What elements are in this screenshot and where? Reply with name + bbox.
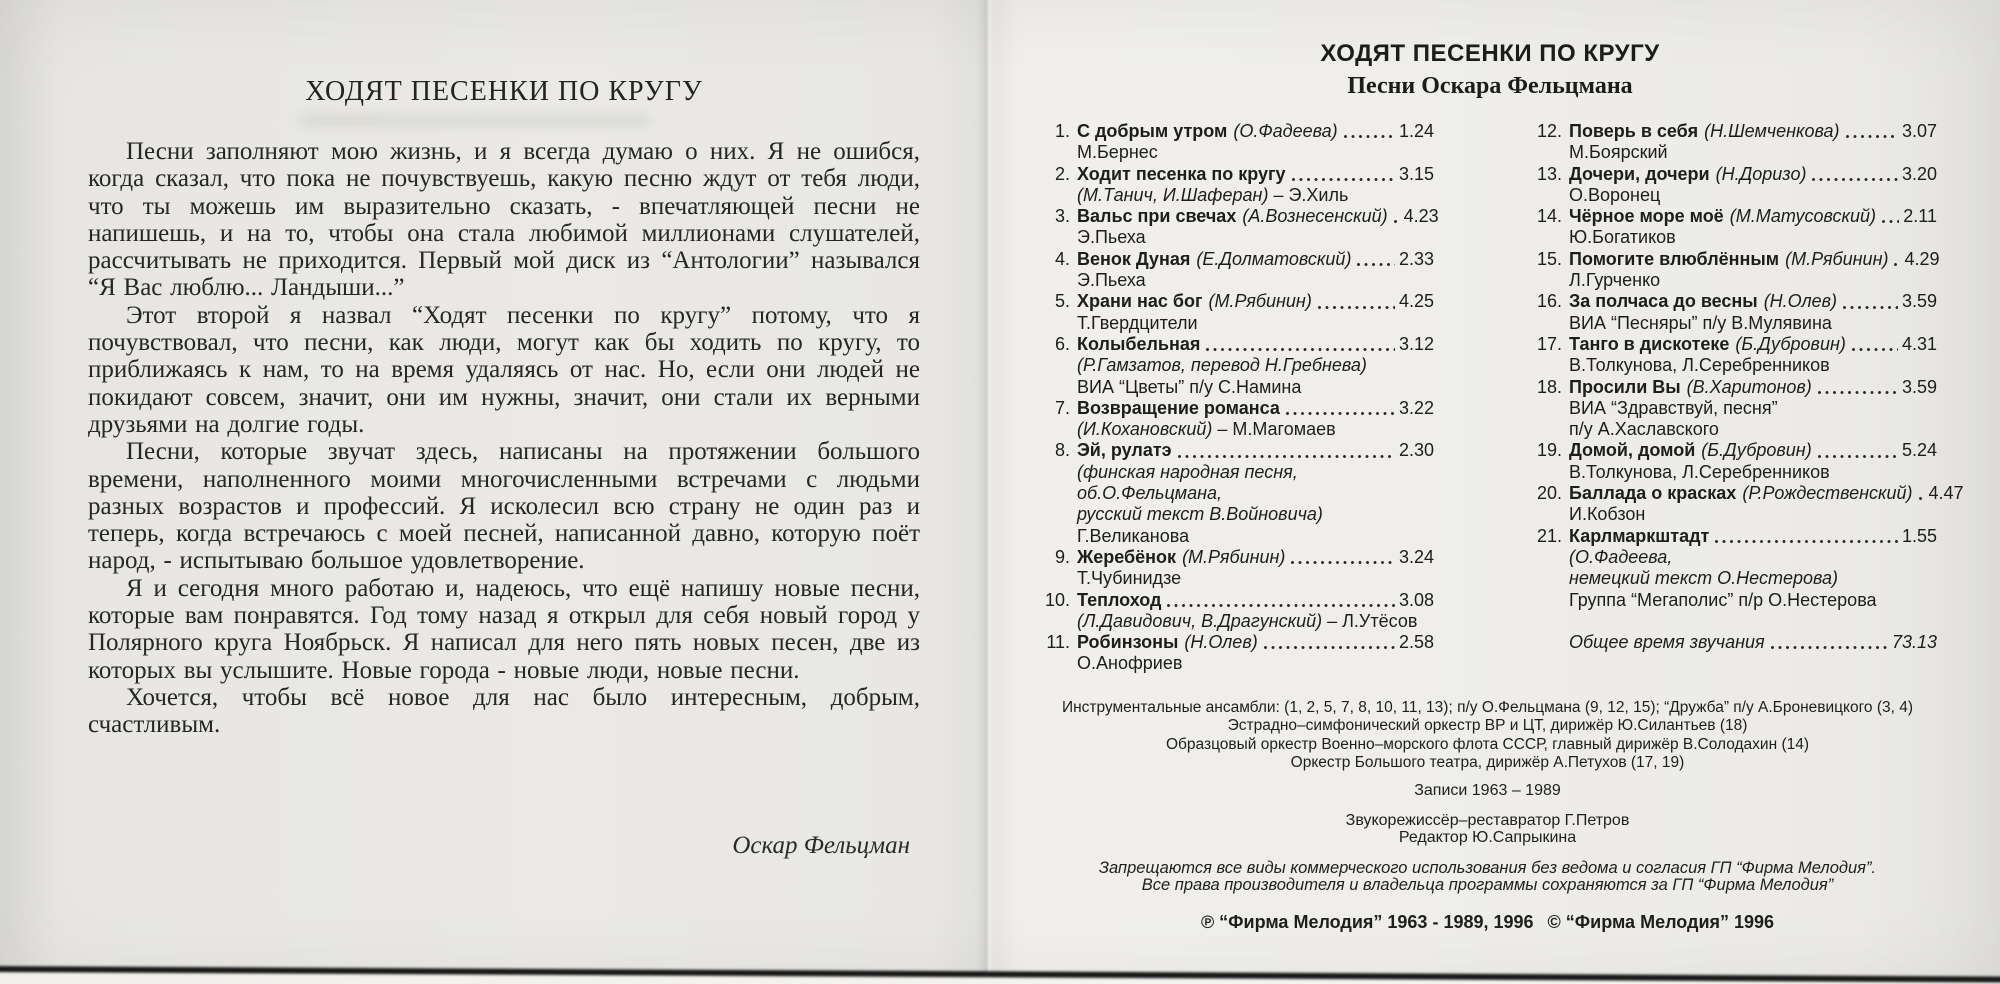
copyright-line: ℗ “Фирма Мелодия” 1963 - 1989, 1996 © “Фирма Мелодия” 1996 (1200, 911, 1775, 932)
track-title-line (1040, 398, 1434, 419)
track-author: (Б.Дубровин) (1735, 333, 1846, 354)
track-title: За полчаса до весны (1569, 291, 1758, 312)
track-author: (М.Матусовский) (1729, 206, 1877, 227)
credit-segment: (Л.Давидович, В.Драгунский) (1077, 610, 1323, 631)
track-number: 8. (1054, 440, 1070, 461)
credit-segment: Э.Пьеха (1077, 227, 1146, 248)
track-author: (Н.Олев) (1184, 632, 1258, 653)
track-title-line (1532, 248, 1940, 270)
track-credit-line (1532, 504, 1937, 525)
leader-dots (1318, 306, 1395, 309)
right-page-subtitle: Песни Оскара Фельцмана (1347, 73, 1633, 99)
total-time-line (1532, 632, 1937, 653)
leader-dots (1167, 604, 1394, 607)
track-time: 2.33 (1398, 248, 1434, 269)
track-title-line (1040, 249, 1434, 270)
track-time: 2.58 (1398, 632, 1434, 653)
leader-dots (1357, 263, 1395, 266)
leader-dots (1178, 455, 1395, 458)
track-credit-line (1040, 611, 1434, 632)
track-item (1040, 440, 1434, 546)
track-item (1040, 164, 1434, 207)
track-item (1532, 248, 1940, 292)
credit-segment: ВИА “Здравствуй, песня” (1569, 397, 1778, 418)
track-author: (М.Рябинин) (1208, 291, 1312, 312)
track-credit-line (1532, 142, 1937, 163)
leader-dots (1846, 135, 1898, 138)
track-item (1040, 121, 1434, 164)
track-item (1532, 526, 1937, 611)
right-page-title: ХОДЯТ ПЕСЕНКИ ПО КРУГУ (1320, 40, 1660, 67)
track-number: 9. (1054, 546, 1070, 567)
track-credit-line (1532, 355, 1937, 376)
track-time: 3.12 (1398, 333, 1434, 354)
track-title: Чёрное море моё (1569, 206, 1724, 227)
credit-segment: Т.Чубинидзе (1077, 568, 1182, 589)
credit-segment: (О.Фадеева, (1569, 546, 1673, 567)
track-number: 15. (1536, 248, 1562, 269)
track-time: 3.24 (1398, 546, 1434, 567)
leader-dots (1264, 646, 1395, 649)
track-title-line (1040, 547, 1434, 568)
track-title-line (1040, 334, 1434, 355)
track-author: (О.Фадеева) (1233, 121, 1338, 141)
track-time: 3.59 (1901, 291, 1937, 312)
leader-dots (1818, 391, 1898, 394)
essay-paragraph: Этот второй я назвал “Ходят песенки по кругу” потому, что я почувствовал, что песни, как люди, могут как бы ходить по кругу, то приближаясь к нам, то на время удаляясь от нас. Но, если они людей не покидают совсем, значит, они им нужны, значит, они стали их верными друзьями на долгие годы. (88, 301, 920, 438)
track-credit-line (1040, 355, 1434, 376)
track-credit-line (1040, 142, 1434, 163)
track-credit-line (1532, 419, 1937, 440)
track-item (1532, 440, 1937, 483)
track-credit-line (1532, 270, 1937, 291)
track-credit-line (1040, 504, 1434, 525)
track-time: 2.11 (1903, 206, 1937, 227)
track-title: Эй, рулатэ (1077, 440, 1172, 461)
credit-segment: (И.Кохановский) (1077, 419, 1213, 440)
tracklist-column-2 (1532, 121, 1964, 675)
track-number: 18. (1536, 376, 1562, 397)
tracklist-column-1 (1040, 121, 1439, 675)
credit-segment: Л.Гурченко (1569, 270, 1661, 291)
track-title-line (1532, 483, 1964, 504)
credit-segment: О.Воронец (1569, 184, 1661, 205)
track-time: 3.20 (1901, 163, 1937, 184)
credit-segment: – Л.Утёсов (1322, 610, 1418, 631)
track-title-line (1532, 206, 1937, 227)
staff-line: Редактор Ю.Сапрыкина (1398, 828, 1577, 846)
track-credit-line (1532, 462, 1937, 483)
track-title-line (1040, 590, 1434, 611)
track-credit-line (1040, 419, 1434, 440)
track-title: Просили Вы (1569, 376, 1681, 397)
credit-line: Инструментальные ансамбли: (1, 2, 5, 7, 8, 10, 11, 13); п/у О.Фельцмана (9, 12, 15); “Дружба” п/у А.Броневицкого (3, 4) (1061, 699, 1914, 716)
track-item (1040, 547, 1434, 590)
credit-segment: немецкий текст О.Нестерова) (1569, 568, 1839, 589)
credit-segment: О.Анофриев (1077, 653, 1183, 674)
track-author: (В.Харитонов) (1686, 376, 1812, 397)
track-title-line (1532, 334, 1937, 355)
track-author: (Н.Олев) (1763, 291, 1838, 312)
track-item (1040, 206, 1439, 249)
track-time: 2.30 (1398, 440, 1434, 461)
track-title: Карлмаркштадт (1569, 525, 1710, 546)
track-credit-line (1532, 547, 1937, 568)
track-item (1532, 121, 1937, 164)
track-time: 5.24 (1901, 440, 1937, 461)
track-time: 4.23 (1403, 206, 1439, 227)
essay-paragraph: Я и сегодня много работаю и, надеюсь, что ещё напишу новые песни, которые вам понравятся. Год тому назад я открыл для себя новый город у Полярного круга Ноябрьск. Я написал для него пять новых песен, две из которых вы услышите. Новые города - новые люди, новые песни. (88, 574, 920, 684)
track-credit-line (1040, 313, 1434, 334)
track-title: Дочери, дочери (1569, 163, 1710, 184)
track-number: 20. (1536, 483, 1562, 504)
track-number: 1. (1054, 121, 1070, 141)
track-number: 3. (1054, 206, 1070, 227)
track-number: 11. (1046, 632, 1070, 653)
track-time: 1.24 (1398, 121, 1434, 141)
track-title: Возвращение романса (1077, 397, 1280, 418)
track-credit-line (1040, 270, 1434, 291)
track-title-line (1532, 377, 1937, 398)
track-time: 3.08 (1398, 589, 1434, 610)
leader-dots (1852, 348, 1898, 351)
credit-segment: (Р.Гамзатов, перевод Н.Гребнева) (1077, 355, 1367, 376)
staff-line: Звукорежиссёр–реставратор Г.Петров (1345, 812, 1630, 830)
track-number: 17. (1536, 333, 1562, 354)
leader-dots (1286, 412, 1395, 415)
track-credit-line (1040, 526, 1434, 547)
track-title-line (1040, 440, 1434, 461)
track-time: 1.55 (1901, 525, 1937, 546)
credit-segment: М.Бернес (1077, 142, 1158, 163)
track-time: 3.07 (1901, 121, 1937, 141)
leader-dots (1206, 348, 1395, 351)
track-number: 16. (1536, 291, 1562, 312)
staff (1040, 813, 1935, 847)
legal (1040, 860, 1935, 895)
track-credit-line (1532, 590, 1937, 611)
author-signature: Оскар Фельцман (732, 832, 910, 859)
track-author: (М.Рябинин) (1182, 546, 1286, 567)
credit-segment: (финская народная песня, об.О.Фельцмана, (1077, 461, 1298, 504)
track-title-line (1532, 164, 1937, 185)
track-number: 4. (1054, 248, 1070, 269)
track-item (1040, 398, 1434, 441)
track-title-line (1040, 164, 1434, 185)
credit-segment: – М.Магомаев (1212, 419, 1336, 440)
track-title-line (1532, 440, 1937, 461)
track-title: Теплоход (1077, 589, 1162, 610)
credit-segment: ВИА “Цветы” п/у С.Намина (1077, 376, 1302, 397)
track-item (1532, 164, 1937, 207)
track-number: 5. (1054, 291, 1070, 312)
track-author: (Е.Долматовский) (1196, 248, 1352, 269)
track-title-line (1040, 121, 1434, 142)
track-number: 13. (1536, 163, 1562, 184)
leader-dots (1344, 135, 1395, 138)
track-number: 2. (1054, 163, 1070, 184)
track-author: (Б.Дубровин) (1701, 440, 1812, 461)
credits-block (1040, 699, 1935, 931)
track-title-line (1040, 291, 1434, 312)
track-item (1040, 632, 1434, 675)
recordings-years: Записи 1963 – 1989 (1414, 781, 1561, 799)
leader-dots (1818, 455, 1898, 458)
track-credit-line (1040, 185, 1434, 206)
track-title: Венок Дуная (1077, 248, 1191, 269)
leader-dots (1292, 178, 1395, 181)
left-page-title: ХОДЯТ ПЕСЕНКИ ПО КРУГУ (305, 76, 703, 107)
credit-segment: п/у А.Хаславского (1569, 419, 1719, 440)
legal-line: Все права производителя и владельца программы сохраняются за ГП “Фирма Мелодия” (1141, 876, 1834, 895)
track-title: Помогите влюблённым (1569, 248, 1780, 269)
track-title: Танго в дискотеке (1569, 333, 1730, 354)
track-credit-line (1040, 377, 1434, 398)
leader-dots (1812, 178, 1897, 181)
track-credit-line (1532, 227, 1937, 248)
track-time: 3.59 (1901, 376, 1937, 397)
track-number: 10. (1044, 589, 1070, 610)
track-item (1532, 206, 1937, 249)
track-title: Жеребёнок (1077, 546, 1177, 567)
track-title: С добрым утром (1077, 121, 1228, 141)
track-number: 19. (1536, 440, 1562, 461)
track-title-line (1040, 632, 1434, 653)
track-item (1040, 590, 1434, 633)
track-time: 4.29 (1904, 248, 1940, 269)
credit-segment: В.Толкунова, Л.Серебренников (1569, 461, 1830, 482)
track-title-line (1532, 121, 1937, 142)
track-item (1532, 483, 1964, 526)
essay-paragraph: Песни, которые звучат здесь, написаны на протяжении большого времени, наполненного моими многочисленными встречами с людьми разных возрастов и профессий. Я исколесил всю страну не один раз и теперь, когда встречаюсь с моей песней, написанной давно, которую поёт народ, - испытываю большое удовлетворение. (88, 438, 920, 575)
track-time: 3.15 (1398, 163, 1434, 184)
track-number: 12. (1536, 121, 1562, 141)
track-credit-line (1040, 462, 1434, 505)
track-time: 3.22 (1398, 397, 1434, 418)
track-author: (Н.Доризо) (1715, 163, 1807, 184)
track-item (1040, 249, 1434, 292)
credit-segment: русский текст В.Войновича) (1077, 504, 1323, 525)
track-credit-line (1532, 398, 1937, 419)
legal-line: Запрещаются все виды коммерческого использования без ведома и согласия ГП “Фирма Мелодия”. (1098, 858, 1877, 877)
track-author: (Р.Рождественский) (1742, 483, 1913, 504)
leader-dots (1291, 561, 1395, 564)
credit-line: Образцовый оркестр Военно–морского флота СССР, главный дирижёр В.Солодахин (14) (1165, 735, 1810, 753)
track-title: Храни нас бог (1077, 291, 1203, 312)
leader-dots (1882, 220, 1899, 223)
leader-dots (1843, 306, 1898, 309)
credit-segment: Группа “Мегаполис” п/р О.Нестерова (1569, 589, 1877, 610)
track-title: Робинзоны (1077, 632, 1179, 653)
total-time-label: Общее время звучания (1569, 631, 1765, 652)
track-credit-line (1040, 227, 1434, 248)
show-through-smudge (300, 114, 650, 127)
credit-segment: Э.Пьеха (1077, 270, 1146, 291)
track-title: Домой, домой (1569, 440, 1696, 461)
leader-dots (1715, 540, 1898, 543)
credit-segment: В.Толкунова, Л.Серебренников (1569, 355, 1830, 376)
essay-paragraph: Хочется, чтобы всё новое для нас было интересным, добрым, счастливым. (88, 683, 920, 739)
track-title-line (1532, 526, 1937, 547)
credit-segment: – Э.Хиль (1268, 184, 1349, 205)
track-item (1040, 291, 1434, 334)
track-title: Вальс при свечах (1077, 206, 1237, 227)
credit-line: Оркестр Большого театра, дирижёр А.Петухов (17, 19) (1290, 754, 1685, 772)
credit-segment: (М.Танич, И.Шаферан) (1077, 184, 1269, 205)
track-time: 4.47 (1928, 483, 1964, 504)
track-credit-line (1532, 568, 1937, 589)
track-number: 14. (1536, 206, 1562, 227)
track-number: 6. (1054, 333, 1070, 354)
track-credit-line (1532, 185, 1937, 206)
track-author: (А.Вознесенский) (1242, 206, 1388, 227)
track-credit-line (1040, 568, 1434, 589)
track-title: Поверь в себя (1569, 121, 1699, 141)
track-title-line (1040, 206, 1439, 227)
track-title: Баллада о красках (1569, 483, 1737, 504)
track-title: Колыбельная (1077, 333, 1201, 354)
credit-segment: Г.Великанова (1077, 525, 1190, 546)
track-author: (Н.Шемченкова) (1704, 121, 1840, 141)
track-title: Ходит песенка по кругу (1077, 163, 1286, 184)
center-fold-crease (976, 0, 994, 984)
credit-segment: М.Боярский (1569, 142, 1668, 163)
credit-segment: Ю.Богатиков (1569, 227, 1676, 248)
tracklist (1040, 121, 1964, 675)
leader-dots (1771, 646, 1888, 649)
leader-dots (1894, 263, 1900, 266)
track-time: 4.31 (1901, 333, 1937, 354)
essay-paragraph: Песни заполняют мою жизнь, и я всегда думаю о них. Я не ошибся, когда сказал, что пока не почувствуешь, какую песню ждут от тебя люди, что ты можешь им выразительно сказать, - впечатляющей песни не напишешь, и на то, чтобы она стала любимой миллионами слушателей, рассчитывать не приходится. Первый мой диск из “Антологии” назывался “Я Вас люблю... Ландыши...” (88, 138, 920, 302)
credit-line: Эстрадно–симфонический оркестр ВР и ЦТ, дирижёр Ю.Силантьев (18) (1227, 717, 1748, 735)
track-author: (М.Рябинин) (1785, 248, 1889, 269)
track-item (1532, 334, 1937, 377)
track-title-line (1532, 291, 1937, 312)
track-time: 4.25 (1398, 291, 1434, 312)
track-item (1532, 377, 1937, 441)
track-credit-line (1532, 313, 1937, 334)
credit-segment: ВИА “Песняры” п/у В.Мулявина (1569, 312, 1832, 333)
track-item (1532, 291, 1937, 334)
track-item (1040, 334, 1434, 398)
leader-dots (1394, 220, 1400, 223)
credit-segment: И.Кобзон (1569, 504, 1646, 525)
ensembles (1040, 699, 1935, 773)
total-time-value: 73.13 (1891, 631, 1937, 652)
leader-dots (1919, 497, 1925, 500)
essay (88, 138, 920, 739)
track-credit-line (1040, 653, 1434, 674)
credit-segment: Т.Гвердцители (1077, 312, 1198, 333)
track-number: 7. (1054, 397, 1070, 418)
track-number: 21. (1536, 525, 1562, 546)
right-page-header (1140, 40, 1840, 100)
